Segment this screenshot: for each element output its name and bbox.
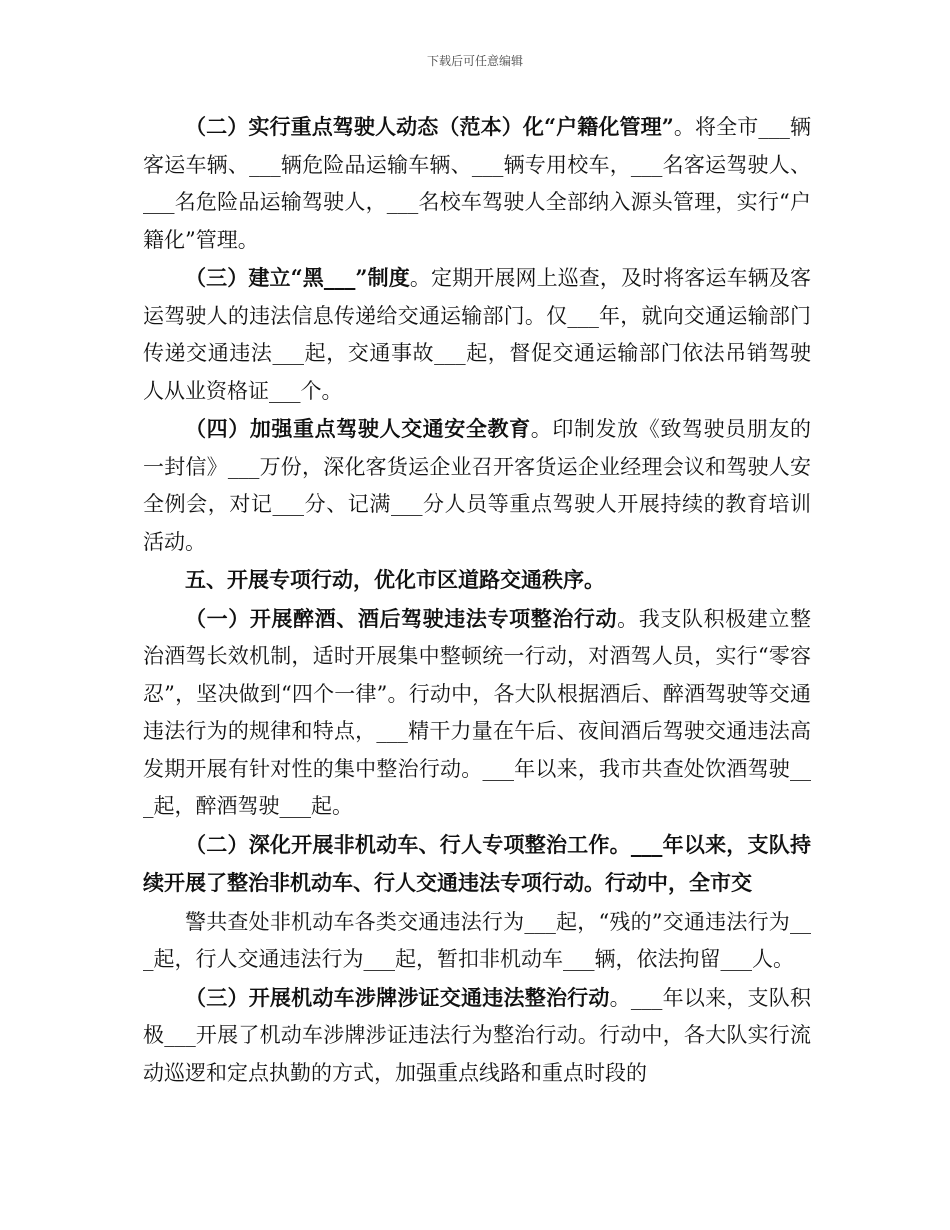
paragraph-heading: （三）建立“黑___”制度 — [185, 265, 410, 290]
paragraph-5-2-heading — [143, 826, 811, 903]
paragraph-5-2-body — [143, 903, 811, 979]
paragraph-text: 。印制发放《致驾驶员朋友的一封信》___万份，深化客货运企业召开客货运企业经理会议和驾驶人安全例会，对记___分、记满___分人员等重点驾驶人开展持续的教育培训活动。 — [143, 417, 812, 554]
section-heading-5 — [143, 561, 811, 600]
section-heading: 五、开展专项行动，优化市区道路交通秩序。 — [185, 567, 605, 592]
paragraph-text: 警共查处非机动车各类交通违法行为___起，“残的”交通违法行为___起，行人交通违法行为___起，暂扣非机动车___辆，依法拘留___人。 — [143, 909, 811, 971]
paragraph-5-1 — [143, 600, 811, 826]
paragraph-heading: （一）开展醉酒、酒后驾驶违法专项整治行动 — [185, 605, 618, 631]
paragraph-heading: （二）深化开展非机动车、行人专项整治工作。___年以来，支队持续开展了整治非机动车、行人交通违法专项行动。行动中，全市交 — [143, 831, 811, 895]
paragraph-3 — [143, 259, 811, 410]
paragraph-text: 。我支队积极建立整治酒驾长效机制，适时开展集中整顿统一行动，对酒驾人员，实行“零容忍”，坚决做到“四个一律”。行动中，各大队根据酒后、醉酒驾驶等交通违法行为的规律和特点，___精干力量在午后、夜间酒后驾驶交通违法高发期开展有针对性的集中整治行动。___年以来，我市共查处饮酒驾驶___起，醉酒驾驶___起。 — [143, 606, 812, 818]
paragraph-heading: （三）开展机动车涉牌涉证交通违法整治行动 — [185, 984, 610, 1010]
paragraph-heading: （四）加强重点驾驶人交通安全教育 — [185, 416, 531, 441]
paragraph-text: 。___年以来，支队积极___开展了机动车涉牌涉证违法行为整治行动。行动中，各大队实行流动巡逻和定点执勤的方式，加强重点线路和重点时段的 — [143, 985, 812, 1085]
paragraph-text: 。定期开展网上巡查，及时将客运车辆及客运驾驶人的违法信息传递给交通运输部门。仅___年，就向交通运输部门传递交通违法___起，交通事故___起，督促交通运输部门依法吊销驾驶人从业资格证___个。 — [143, 266, 811, 403]
paragraph-2 — [143, 108, 811, 259]
paragraph-5-3 — [143, 979, 811, 1093]
page-header-note: 下载后可任意编辑 — [426, 54, 523, 68]
paragraph-4 — [143, 410, 811, 561]
paragraph-text: 。将全市___辆客运车辆、___辆危险品运输车辆、___辆专用校车，___名客运驾驶人、___名危险品运输驾驶人，___名校车驾驶人全部纳入源头管理，实行“户籍化”管理。 — [143, 115, 812, 252]
document-body — [143, 108, 811, 1092]
paragraph-heading: （二）实行重点驾驶人动态（范本）化“户籍化管理” — [185, 114, 674, 139]
